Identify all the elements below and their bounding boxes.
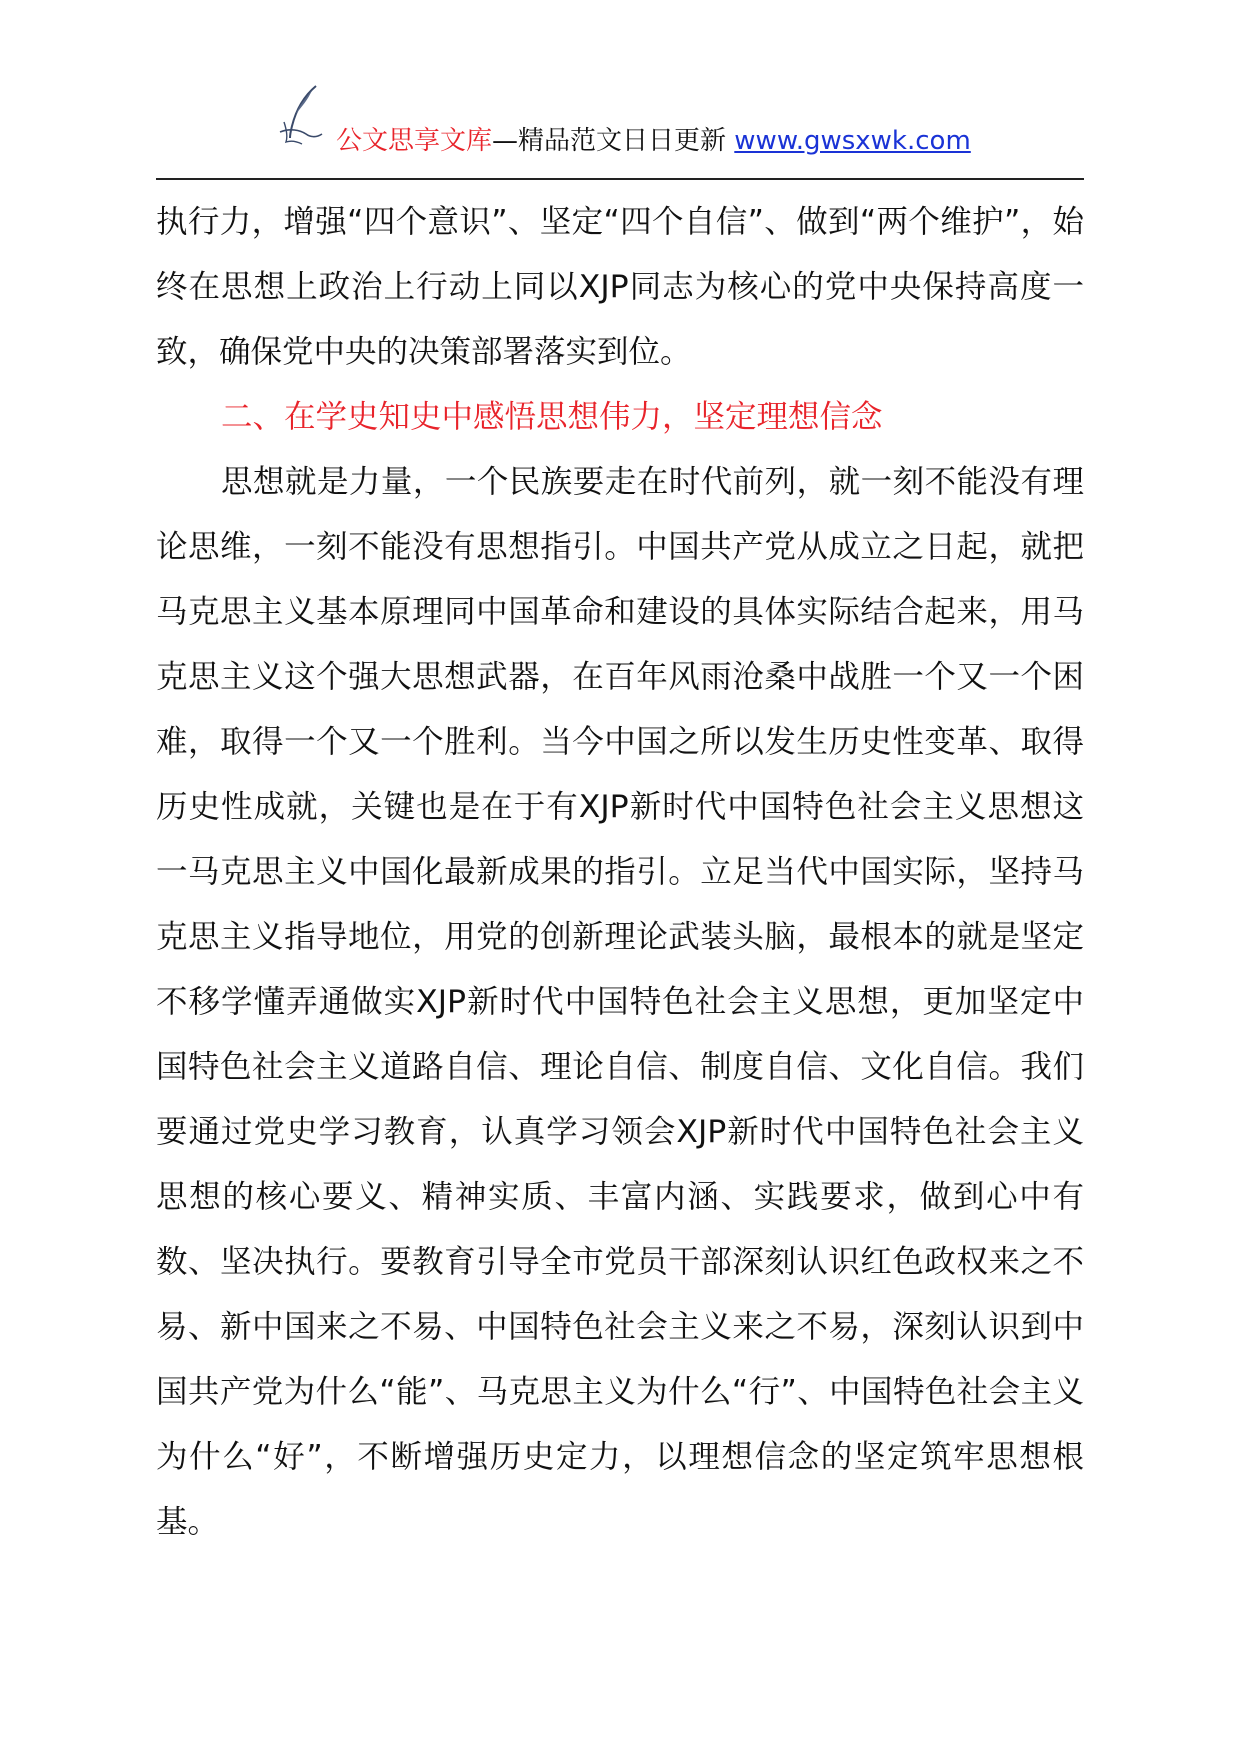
quill-pen-logo-icon bbox=[270, 82, 330, 148]
page-header bbox=[150, 82, 1090, 156]
header-divider bbox=[156, 178, 1084, 180]
brand-name: 公文思享文库 bbox=[336, 126, 493, 156]
section-heading: 二、在学史知史中感悟思想伟力，坚定理想信念 bbox=[221, 399, 883, 435]
document-body bbox=[156, 190, 1084, 1555]
header-slogan: —精品范文日日更新 bbox=[492, 126, 727, 156]
header-title bbox=[336, 120, 971, 157]
paragraph-continuation: 执行力，增强“四个意识”、坚定“四个自信”、做到“两个维护”，始终在思想上政治上行动上同以XJP同志为核心的党中央保持高度一致，确保党中央的决策部署落实到位。 bbox=[156, 204, 1084, 370]
website-link[interactable]: www.gwsxwk.com bbox=[734, 126, 971, 156]
paragraph-body: 思想就是力量，一个民族要走在时代前列，就一刻不能没有理论思维，一刻不能没有思想指引。中国共产党从成立之日起，就把马克思主义基本原理同中国革命和建设的具体实际结合起来，用马克思主义这个强大思想武器，在百年风雨沧桑中战胜一个又一个困难，取得一个又一个胜利。当今中国之所以发生历史性变革、取得历史性成就，关键也是在于有XJP新时代中国特色社会主义思想这一马克思主义中国化最新成果的指引。立足当代中国实际，坚持马克思主义指导地位，用党的创新理论武装头脑，最根本的就是坚定不移学懂弄通做实XJP新时代中国特色社会主义思想，更加坚定中国特色社会主义道路自信、理论自信、制度自信、文化自信。我们要通过党史学习教育，认真学习领会XJP新时代中国特色社会主义思想的核心要义、精神实质、丰富内涵、实践要求，做到心中有数、坚决执行。要教育引导全市党员干部深刻认识红色政权来之不易、新中国来之不易、中国特色社会主义来之不易，深刻认识到中国共产党为什么“能”、马克思主义为什么“行”、中国特色社会主义为什么“好”，不断增强历史定力，以理想信念的坚定筑牢思想根基。 bbox=[156, 464, 1084, 1540]
